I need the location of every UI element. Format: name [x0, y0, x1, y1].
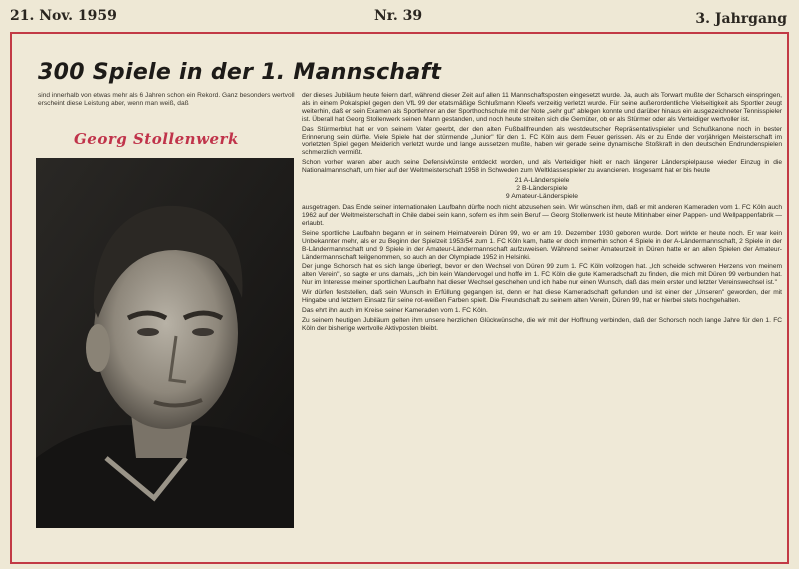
article-intro: sind innerhalb von etwas mehr als 6 Jahren schon ein Rekord. Ganz besonders wertvoll erscheint diese Leistung aber, wenn man weiß, daß [38, 92, 295, 107]
article-title: 300 Spiele in der 1. Mannschaft [38, 60, 442, 85]
page-header [0, 6, 799, 28]
paragraph: Seine sportliche Laufbahn begann er in seinem Heimatverein Düren 99, wo er am 19. Dezember 1930 geboren wurde. Dort wirkte er heute noch. Er war kein Unbekannter mehr, als er zu Beginn der Spielzeit 1953/54 zum 1. FC Köln kam, hatte er doch immerhin schon 4 Spiele in der A-Ländermannschaft, 2 Spiele in der B-Ländermannschaft und 9 Spiele in der Amateur-Ländermannschaft aufzuweisen. Während seiner Amateurzeit in Düren hatte er an allen Spielen der Amateur-Ländermannschaft teilgenommen, so auch an der Olympiade 1952 in Helsinki. [302, 229, 782, 261]
volume-label: 3. Jahrgang [695, 11, 787, 27]
paragraph: Das Stürmerblut hat er von seinem Vater geerbt, der den alten Fußballfreunden als westdeutscher Repräsentativspieler und Schußkanone noch in bester Erinnerung sein dürfte. Viele Spiele hat der stürmende „Junior" für den 1. FC Köln aus dem Feuer gerissen. Als er zu Ende der vorjährigen Meisterschaft im vorletzten Spiel gegen Meiderich verletzt wurde und lange aussetzen mußte, haben wir gerade seine dynamische Stoßkraft in den deutschen Endrundenspielen schmerzlich vermißt. [302, 125, 782, 157]
paragraph: Das ehrt ihn auch im Kreise seiner Kameraden vom 1. FC Köln. [302, 306, 488, 314]
paragraph: ausgetragen. Das Ende seiner internationalen Laufbahn dürfte noch nicht abzusehen sein. Wir wünschen ihm, daß er mit anderen Kameraden vom 1. FC Köln auch 1962 auf der Weltmeisterschaft in Chile dabei sein kann, sofern es ihm sein Beruf — Georg Stollenwerk ist heute Mitinhaber einer Pappen- und Wellpappenfabrik — erlaubt. [302, 204, 782, 227]
portrait-image [36, 158, 294, 528]
paragraph: Zu seinem heutigen Jubiläum gelten ihm unsere herzlichen Glückwünsche, die wir mit der Hoffnung verbinden, daß der Schorsch noch lange Jahre für den 1. FC Köln der bisherige wertvolle Aktivposten bleibt. [302, 316, 782, 332]
player-name: Georg Stollenwerk [74, 130, 239, 148]
paragraph: der dieses Jubiläum heute feiern darf, während dieser Zeit auf allen 11 Mannschaftsposten eingesetzt wurde. Ja, auch als Torwart mußte der Scharsch einspringen, als in einem Pokalspiel gegen den VfL 99 der etatsmäßige Schlußmann Kleefs verzeitig verletzt wurde. Für seine außerordentliche Vielseitigkeit als Sportler zeugt weiterhin, daß er sein Examen als Sportlehrer an der Sporthochschule mit der Note „sehr gut" ablegen konnte und darüber hinaus ein ausgezeichneter Tennisspieler ist. Überall hat Georg Stollenwerk seinen Mann gestanden, und noch heute streiten sich die Gemüter, ob er als Stürmer oder als Verteidiger wertvoller ist. [302, 92, 782, 123]
paragraph: Schon vorher waren aber auch seine Defensivkünste entdeckt worden, und als Verteidiger hielt er nach längerer Länderspielpause wieder Einzug in die Nationalmannschaft, um hier auf der Weltmeisterschaft 1958 in Schweden zum Weltklassespieler zu avancieren. Insgesamt hat er bis heute [302, 159, 782, 175]
issue-date: 21. Nov. 1959 [10, 8, 117, 24]
article-body [302, 92, 782, 335]
paragraph: Wir dürfen feststellen, daß sein Wunsch in Erfüllung gegangen ist, denn er hat diese Kameradschaft gefunden und ist einer der „Unseren" geworden, der mit Hingabe und letztem Einsatz für seine rot-weißen Farben spielt. Die Freundschaft zu seinem alten Verein, Düren 99, hat er hierbei stets hochgehalten. [302, 289, 782, 305]
issue-number: Nr. 39 [374, 8, 423, 24]
article-frame [10, 32, 789, 564]
player-photo [36, 158, 294, 528]
international-stats [302, 177, 782, 201]
paragraph: Der junge Schorsch hat es sich lange überlegt, bevor er den Wechsel von Düren 99 zum 1. FC Köln vollzogen hat. „Ich scheide schweren Herzens von meinem alten Verein", so sagte er uns damals, „ich bin kein Wandervogel und hoffe im 1. FC Köln die gute Kameradschaft zu finden, die mich mit Düren 99 verbunden hat. Nur im Interesse meiner sportlichen Laufbahn hat dieser Wechsel geschehen und ich habe nur einen Wunsch, daß das mein erster und letzter Vereinswechsel ist." [302, 263, 782, 287]
stat-line: 9 Amateur-Länderspiele [505, 193, 579, 201]
stat-line: 2 B-Länderspiele [516, 185, 568, 193]
stat-line: 21 A-Länderspiele [514, 177, 570, 185]
